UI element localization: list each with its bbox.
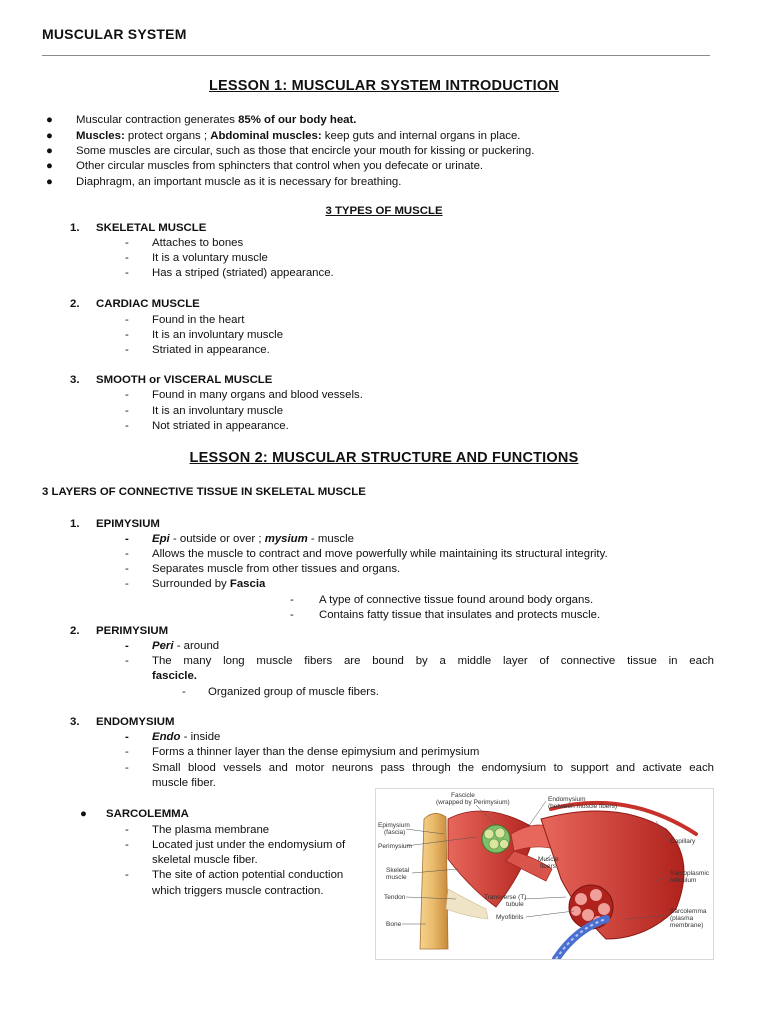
muscle-anatomy-svg	[376, 789, 713, 959]
list-item-text: Surrounded by	[152, 578, 230, 590]
list-number: 2.	[70, 298, 80, 310]
dash-marker: -	[125, 329, 129, 341]
label-t-tubule: Transverse (T)	[484, 894, 527, 901]
dash-marker: -	[125, 655, 129, 667]
dash-marker: -	[125, 267, 129, 279]
dash-marker: -	[125, 389, 129, 401]
dash-marker: -	[125, 731, 129, 743]
connective-tissue-subtitle: 3 LAYERS OF CONNECTIVE TISSUE IN SKELETAL MUSCLE	[42, 486, 366, 498]
fascicle-term: fascicle.	[152, 670, 197, 682]
list-item: Located just under the endomysium of	[152, 839, 346, 851]
list-item: It is an involuntary muscle	[152, 405, 284, 417]
etym-term: Epi	[152, 533, 170, 545]
list-item: Has a striped (striated) appearance.	[152, 267, 334, 279]
list-item: Found in the heart	[152, 314, 245, 326]
bullet-muscles-protect	[76, 129, 520, 144]
perimysium-etymology	[152, 639, 219, 654]
label-capillary: Capillary	[670, 838, 696, 845]
list-item: Allows the muscle to contract and move powerfully while maintaining its structural integrity.	[152, 548, 608, 560]
dash-marker: -	[125, 344, 129, 356]
label-endomysium: Endomysium	[548, 796, 586, 803]
etym-def: - outside or over ;	[169, 533, 265, 545]
dash-marker: -	[290, 594, 294, 606]
list-item: Not striated in appearance.	[152, 420, 289, 432]
fascia-item	[152, 577, 265, 592]
list-item: Separates muscle from other tissues and organs.	[152, 563, 401, 575]
list-item-continuation: which triggers muscle contraction.	[152, 885, 324, 897]
bullet-glyph: ●	[46, 130, 53, 142]
label-muscle-fibers-sub: fibers	[540, 863, 556, 870]
bullet-body-heat	[76, 113, 356, 128]
dash-marker: -	[125, 839, 129, 851]
muscle-type-name: SKELETAL MUSCLE	[96, 222, 207, 234]
bullet-glyph: ●	[46, 160, 53, 172]
list-item: Contains fatty tissue that insulates and protects muscle.	[319, 609, 601, 621]
label-sarcolemma: Sarcolemma	[670, 908, 707, 915]
list-item-continuation: skeletal muscle fiber.	[152, 854, 258, 866]
label-sarcolemma-sub2: membrane)	[670, 922, 704, 929]
label-skeletal: Skeletal	[386, 867, 410, 874]
sarcolemma-title: SARCOLEMMA	[106, 808, 189, 820]
dash-marker: -	[125, 563, 129, 575]
bullet-text: Muscular contraction generates	[76, 114, 239, 126]
muscle-fiber-shape	[541, 811, 684, 939]
lesson2-title: LESSON 2: MUSCULAR STRUCTURE AND FUNCTIONS	[189, 450, 579, 466]
etym-term: mysium	[264, 533, 308, 545]
label-bone: Bone	[386, 921, 402, 928]
bullet-glyph: ●	[46, 176, 53, 188]
list-item-continuation: muscle fiber.	[152, 777, 216, 789]
list-number: 2.	[70, 625, 80, 637]
list-number: 3.	[70, 374, 80, 386]
bullet-circular-muscles: Some muscles are circular, such as those that encircle your mouth for kissing or puckering.	[76, 145, 535, 157]
label-fascicle-sub: (wrapped by Perimysium)	[436, 799, 510, 806]
bullet-text: keep guts and internal organs in place.	[321, 130, 521, 142]
endomysium-description: Small blood vessels and motor neurons pass through the endomysium to support and activate each	[152, 762, 714, 774]
perimysium-description: The many long muscle fibers are bound by a middle layer of connective tissue in each	[152, 655, 714, 667]
list-item: It is an involuntary muscle	[152, 329, 284, 341]
list-item: The site of action potential conduction	[152, 869, 344, 881]
bullet-bold: 85% of our body heat.	[238, 114, 357, 126]
endomysium-etymology	[152, 730, 220, 745]
label-epimysium: Epimysium	[378, 822, 410, 829]
bullet-diaphragm: Diaphragm, an important muscle as it is necessary for breathing.	[76, 176, 402, 188]
bullet-glyph: ●	[46, 114, 53, 126]
list-item: It is a voluntary muscle	[152, 252, 268, 264]
dash-marker: -	[125, 252, 129, 264]
dash-marker: -	[125, 237, 129, 249]
layer-name: ENDOMYSIUM	[96, 716, 175, 728]
label-skeletal-sub: muscle	[386, 874, 407, 881]
label-sarcolemma-sub: (plasma	[670, 915, 694, 922]
etym-term: Peri	[152, 640, 174, 652]
list-number: 1.	[70, 222, 80, 234]
label-fascicle: Fascicle	[451, 792, 475, 799]
bullet-glyph: ●	[46, 145, 53, 157]
bullet-text: protect organs ;	[124, 130, 211, 142]
dash-marker: -	[125, 405, 129, 417]
etym-def: - around	[173, 640, 220, 652]
fascia-term: Fascia	[229, 578, 266, 590]
label-t-tubule-sub: tubule	[506, 901, 524, 908]
label-sarcoplasmic-sub: reticulum	[670, 877, 697, 884]
list-item: A type of connective tissue found around body organs.	[319, 594, 594, 606]
dash-marker: -	[125, 578, 129, 590]
list-item: Found in many organs and blood vessels.	[152, 389, 363, 401]
lesson1-title: LESSON 1: MUSCULAR SYSTEM INTRODUCTION	[209, 78, 559, 94]
epimysium-etymology	[152, 532, 354, 547]
list-number: 3.	[70, 716, 80, 728]
bullet-bold: Muscles:	[76, 130, 125, 142]
list-item: Striated in appearance.	[152, 344, 270, 356]
muscle-type-name: SMOOTH or VISCERAL MUSCLE	[96, 374, 273, 386]
layer-name: EPIMYSIUM	[96, 518, 160, 530]
dash-marker: -	[125, 869, 129, 881]
list-number: 1.	[70, 518, 80, 530]
label-perimysium: Perimysium	[378, 843, 412, 850]
dash-marker: -	[125, 762, 129, 774]
label-tendon: Tendon	[384, 894, 406, 901]
dash-marker: -	[125, 640, 129, 652]
bullet-glyph: ●	[80, 808, 87, 820]
list-item: Attaches to bones	[152, 237, 244, 249]
dash-marker: -	[290, 609, 294, 621]
label-muscle-fibers: Muscle	[538, 856, 559, 863]
dash-marker: -	[125, 420, 129, 432]
header-divider	[42, 55, 710, 56]
bullet-sphincters: Other circular muscles from sphincters that control when you defecate or urinate.	[76, 160, 484, 172]
label-endomysium-sub: (between muscle fibers)	[548, 803, 617, 810]
muscle-anatomy-illustration	[375, 788, 714, 960]
dash-marker: -	[125, 548, 129, 560]
etym-def: - muscle	[307, 533, 354, 545]
list-item: Forms a thinner layer than the dense epimysium and perimysium	[152, 746, 480, 758]
list-item: Organized group of muscle fibers.	[208, 686, 379, 698]
dash-marker: -	[182, 686, 186, 698]
label-epimysium-sub: (fascia)	[384, 829, 406, 836]
dash-marker: -	[125, 533, 129, 545]
types-of-muscle-title: 3 TYPES OF MUSCLE	[325, 205, 443, 217]
muscle-type-name: CARDIAC MUSCLE	[96, 298, 200, 310]
bullet-bold: Abdominal muscles:	[210, 130, 322, 142]
list-item: The plasma membrane	[152, 824, 270, 836]
document-header: MUSCULAR SYSTEM	[42, 26, 187, 42]
fascicle-cluster	[482, 825, 510, 853]
dash-marker: -	[125, 314, 129, 326]
label-sarcoplasmic: Sarcoplasmic	[670, 870, 710, 877]
dash-marker: -	[125, 824, 129, 836]
etym-term: Endo	[152, 731, 181, 743]
etym-def: - inside	[180, 731, 221, 743]
layer-name: PERIMYSIUM	[96, 625, 169, 637]
label-myofibrils: Myofibrils	[496, 914, 524, 921]
dash-marker: -	[125, 746, 129, 758]
